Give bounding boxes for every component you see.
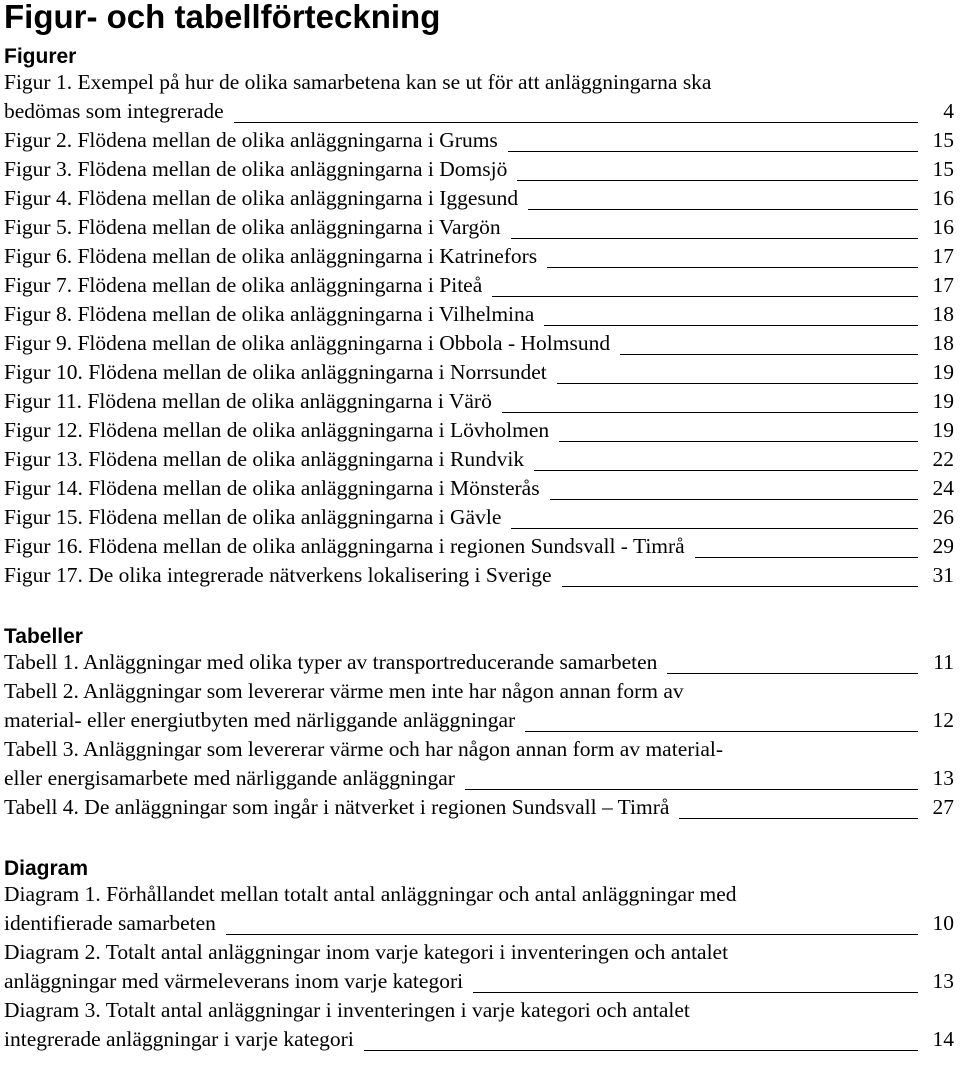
toc-entry-text: identifierade samarbeten bbox=[4, 912, 216, 935]
toc-entry[interactable] bbox=[4, 419, 954, 448]
toc-entry-text: bedömas som integrerade bbox=[4, 100, 224, 123]
toc-page-number: 26 bbox=[932, 506, 954, 529]
toc-entry[interactable] bbox=[4, 506, 954, 535]
toc-leader-line bbox=[234, 122, 918, 123]
toc-page-number: 18 bbox=[932, 303, 954, 326]
toc-entry-line bbox=[4, 1028, 954, 1057]
toc-entry-line bbox=[4, 535, 954, 564]
toc-entry-text: Figur 11. Flödena mellan de olika anläggningarna i Värö bbox=[4, 390, 492, 413]
toc-leader-line bbox=[550, 499, 918, 500]
toc-leader-line bbox=[492, 296, 918, 297]
toc-entry-text: Figur 7. Flödena mellan de olika anläggningarna i Piteå bbox=[4, 274, 483, 297]
toc-entry-line bbox=[4, 477, 954, 506]
toc-entry-text: integrerade anläggningar i varje kategori bbox=[4, 1028, 354, 1051]
toc-entry[interactable] bbox=[4, 477, 954, 506]
toc-entry-text: eller energisamarbete med närliggande anläggningar bbox=[4, 767, 455, 790]
toc-leader-line bbox=[528, 209, 918, 210]
toc-leader-line bbox=[559, 441, 918, 442]
toc-entry-line bbox=[4, 883, 954, 912]
section-gap bbox=[4, 593, 954, 622]
toc-entry-text: Figur 15. Flödena mellan de olika anläggningarna i Gävle bbox=[4, 506, 502, 529]
toc-entry[interactable] bbox=[4, 158, 954, 187]
toc-entry-line bbox=[4, 216, 954, 245]
toc-entry-line bbox=[4, 129, 954, 158]
toc-entry[interactable] bbox=[4, 71, 954, 129]
toc-entry-line bbox=[4, 912, 954, 941]
toc-page-number: 13 bbox=[932, 767, 954, 790]
toc-page-number: 31 bbox=[932, 564, 954, 587]
toc-entry-text: Diagram 3. Totalt antal anläggningar i inventeringen i varje kategori och antalet bbox=[4, 999, 690, 1022]
toc-entry-line bbox=[4, 651, 954, 680]
toc-page-number: 13 bbox=[932, 970, 954, 993]
toc-leader-line bbox=[226, 934, 918, 935]
tables-heading: Tabeller bbox=[4, 625, 83, 648]
tables-list bbox=[4, 651, 954, 825]
section-gap bbox=[4, 825, 954, 854]
toc-entry-text: Figur 2. Flödena mellan de olika anläggningarna i Grums bbox=[4, 129, 498, 152]
toc-entry-text: anläggningar med värmeleverans inom varje kategori bbox=[4, 970, 464, 993]
toc-page-number: 11 bbox=[933, 651, 954, 674]
toc-entry-line bbox=[4, 796, 954, 825]
figures-section bbox=[4, 42, 954, 593]
toc-entry-text: Figur 1. Exempel på hur de olika samarbetena kan se ut för att anläggningarna ska bbox=[4, 71, 712, 94]
toc-entry-line bbox=[4, 419, 954, 448]
toc-entry[interactable] bbox=[4, 535, 954, 564]
toc-entry[interactable] bbox=[4, 274, 954, 303]
toc-page-number: 16 bbox=[932, 187, 954, 210]
toc-page-number: 19 bbox=[932, 361, 954, 384]
toc-entry-text: Tabell 2. Anläggningar som levererar värme men inte har någon annan form av bbox=[4, 680, 684, 703]
toc-entry-text: Figur 6. Flödena mellan de olika anläggningarna i Katrinefors bbox=[4, 245, 538, 268]
toc-leader-line bbox=[473, 992, 918, 993]
toc-leader-line bbox=[525, 731, 918, 732]
toc-entry-text: Figur 9. Flödena mellan de olika anläggningarna i Obbola - Holmsund bbox=[4, 332, 611, 355]
diagrams-list bbox=[4, 883, 954, 1057]
toc-leader-line bbox=[534, 470, 918, 471]
diagrams-heading: Diagram bbox=[4, 857, 89, 880]
figures-heading: Figurer bbox=[4, 45, 77, 68]
toc-entry-line bbox=[4, 564, 954, 593]
toc-entry-line bbox=[4, 767, 954, 796]
toc-entry[interactable] bbox=[4, 448, 954, 477]
toc-entry-line bbox=[4, 100, 954, 129]
toc-entry[interactable] bbox=[4, 129, 954, 158]
toc-entry-text: Figur 16. Flödena mellan de olika anläggningarna i regionen Sundsvall - Timrå bbox=[4, 535, 685, 558]
toc-entry-line bbox=[4, 158, 954, 187]
toc-entry[interactable] bbox=[4, 390, 954, 419]
toc-page-number: 16 bbox=[932, 216, 954, 239]
toc-entry-text: Figur 4. Flödena mellan de olika anläggningarna i Iggesund bbox=[4, 187, 519, 210]
toc-leader-line bbox=[547, 267, 918, 268]
toc-entry[interactable] bbox=[4, 245, 954, 274]
toc-entry-text: Tabell 4. De anläggningar som ingår i nätverket i regionen Sundsvall – Timrå bbox=[4, 796, 670, 819]
toc-entry-text: Figur 12. Flödena mellan de olika anläggningarna i Lövholmen bbox=[4, 419, 550, 442]
toc-entry-line bbox=[4, 680, 954, 709]
toc-entry-line bbox=[4, 187, 954, 216]
toc-page-number: 17 bbox=[932, 245, 954, 268]
toc-page-number: 19 bbox=[932, 390, 954, 413]
toc-page-number: 15 bbox=[932, 129, 954, 152]
toc-page-number: 22 bbox=[932, 448, 954, 471]
toc-leader-line bbox=[502, 412, 918, 413]
toc-entry-line bbox=[4, 332, 954, 361]
toc-page-number: 4 bbox=[943, 100, 954, 123]
toc-leader-line bbox=[511, 238, 918, 239]
toc-entry-text: material- eller energiutbyten med närliggande anläggningar bbox=[4, 709, 516, 732]
toc-entry-text: Diagram 1. Förhållandet mellan totalt antal anläggningar och antal anläggningar med bbox=[4, 883, 737, 906]
toc-entry[interactable] bbox=[4, 361, 954, 390]
tables-section bbox=[4, 622, 954, 825]
toc-entry[interactable] bbox=[4, 216, 954, 245]
toc-entry-line bbox=[4, 274, 954, 303]
toc-entry[interactable] bbox=[4, 941, 954, 999]
toc-leader-line bbox=[465, 789, 918, 790]
toc-leader-line bbox=[679, 818, 918, 819]
toc-leader-line bbox=[562, 586, 919, 587]
toc-page-number: 14 bbox=[932, 1028, 954, 1051]
toc-entry-line bbox=[4, 941, 954, 970]
toc-entry[interactable] bbox=[4, 651, 954, 680]
toc-entry-line bbox=[4, 361, 954, 390]
toc-entry-line bbox=[4, 999, 954, 1028]
toc-entry-text: Figur 8. Flödena mellan de olika anläggningarna i Vilhelmina bbox=[4, 303, 535, 326]
toc-entry[interactable] bbox=[4, 738, 954, 796]
toc-entry-line bbox=[4, 738, 954, 767]
toc-leader-line bbox=[667, 673, 918, 674]
toc-entry-line bbox=[4, 970, 954, 999]
toc-entry-line bbox=[4, 245, 954, 274]
toc-page-number: 12 bbox=[932, 709, 954, 732]
toc-entry-text: Figur 14. Flödena mellan de olika anläggningarna i Mönsterås bbox=[4, 477, 540, 500]
diagrams-section bbox=[4, 854, 954, 1057]
toc-entry-text: Diagram 2. Totalt antal anläggningar inom varje kategori i inventeringen och antalet bbox=[4, 941, 729, 964]
toc-entry-line bbox=[4, 390, 954, 419]
toc-page-number: 29 bbox=[932, 535, 954, 558]
toc-entry-line bbox=[4, 506, 954, 535]
toc-entry-line bbox=[4, 71, 954, 100]
figures-list bbox=[4, 71, 954, 593]
toc-entry-text: Figur 10. Flödena mellan de olika anläggningarna i Norrsundet bbox=[4, 361, 547, 384]
toc-entry-text: Figur 3. Flödena mellan de olika anläggningarna i Domsjö bbox=[4, 158, 508, 181]
toc-page-number: 19 bbox=[932, 419, 954, 442]
toc-entry-text: Tabell 1. Anläggningar med olika typer av transportreducerande samarbeten bbox=[4, 651, 658, 674]
toc-entry[interactable] bbox=[4, 303, 954, 332]
toc-leader-line bbox=[557, 383, 918, 384]
toc-page-number: 15 bbox=[932, 158, 954, 181]
page-title: Figur- och tabellförteckning bbox=[4, 0, 441, 35]
toc-entry-line bbox=[4, 303, 954, 332]
toc-leader-line bbox=[544, 325, 918, 326]
toc-leader-line bbox=[695, 557, 918, 558]
toc-entry[interactable] bbox=[4, 564, 954, 593]
toc-leader-line bbox=[620, 354, 918, 355]
toc-entry[interactable] bbox=[4, 883, 954, 941]
toc-page-number: 18 bbox=[932, 332, 954, 355]
toc-page-number: 27 bbox=[932, 796, 954, 819]
toc-entry[interactable] bbox=[4, 680, 954, 738]
toc-entry-text: Figur 5. Flödena mellan de olika anläggningarna i Vargön bbox=[4, 216, 501, 239]
toc-leader-line bbox=[508, 151, 918, 152]
toc-entry[interactable] bbox=[4, 332, 954, 361]
toc-entry-text: Figur 13. Flödena mellan de olika anläggningarna i Rundvik bbox=[4, 448, 525, 471]
toc-page-number: 10 bbox=[932, 912, 954, 935]
toc-entry[interactable] bbox=[4, 187, 954, 216]
toc-page-number: 17 bbox=[932, 274, 954, 297]
toc-entry-line bbox=[4, 448, 954, 477]
toc-entry-text: Tabell 3. Anläggningar som levererar värme och har någon annan form av material- bbox=[4, 738, 724, 761]
toc-entry[interactable] bbox=[4, 796, 954, 825]
toc-entry[interactable] bbox=[4, 999, 954, 1057]
toc-leader-line bbox=[364, 1050, 918, 1051]
toc-leader-line bbox=[517, 180, 918, 181]
toc-leader-line bbox=[511, 528, 918, 529]
toc-entry-line bbox=[4, 709, 954, 738]
toc-page-number: 24 bbox=[932, 477, 954, 500]
toc-entry-text: Figur 17. De olika integrerade nätverkens lokalisering i Sverige bbox=[4, 564, 552, 587]
